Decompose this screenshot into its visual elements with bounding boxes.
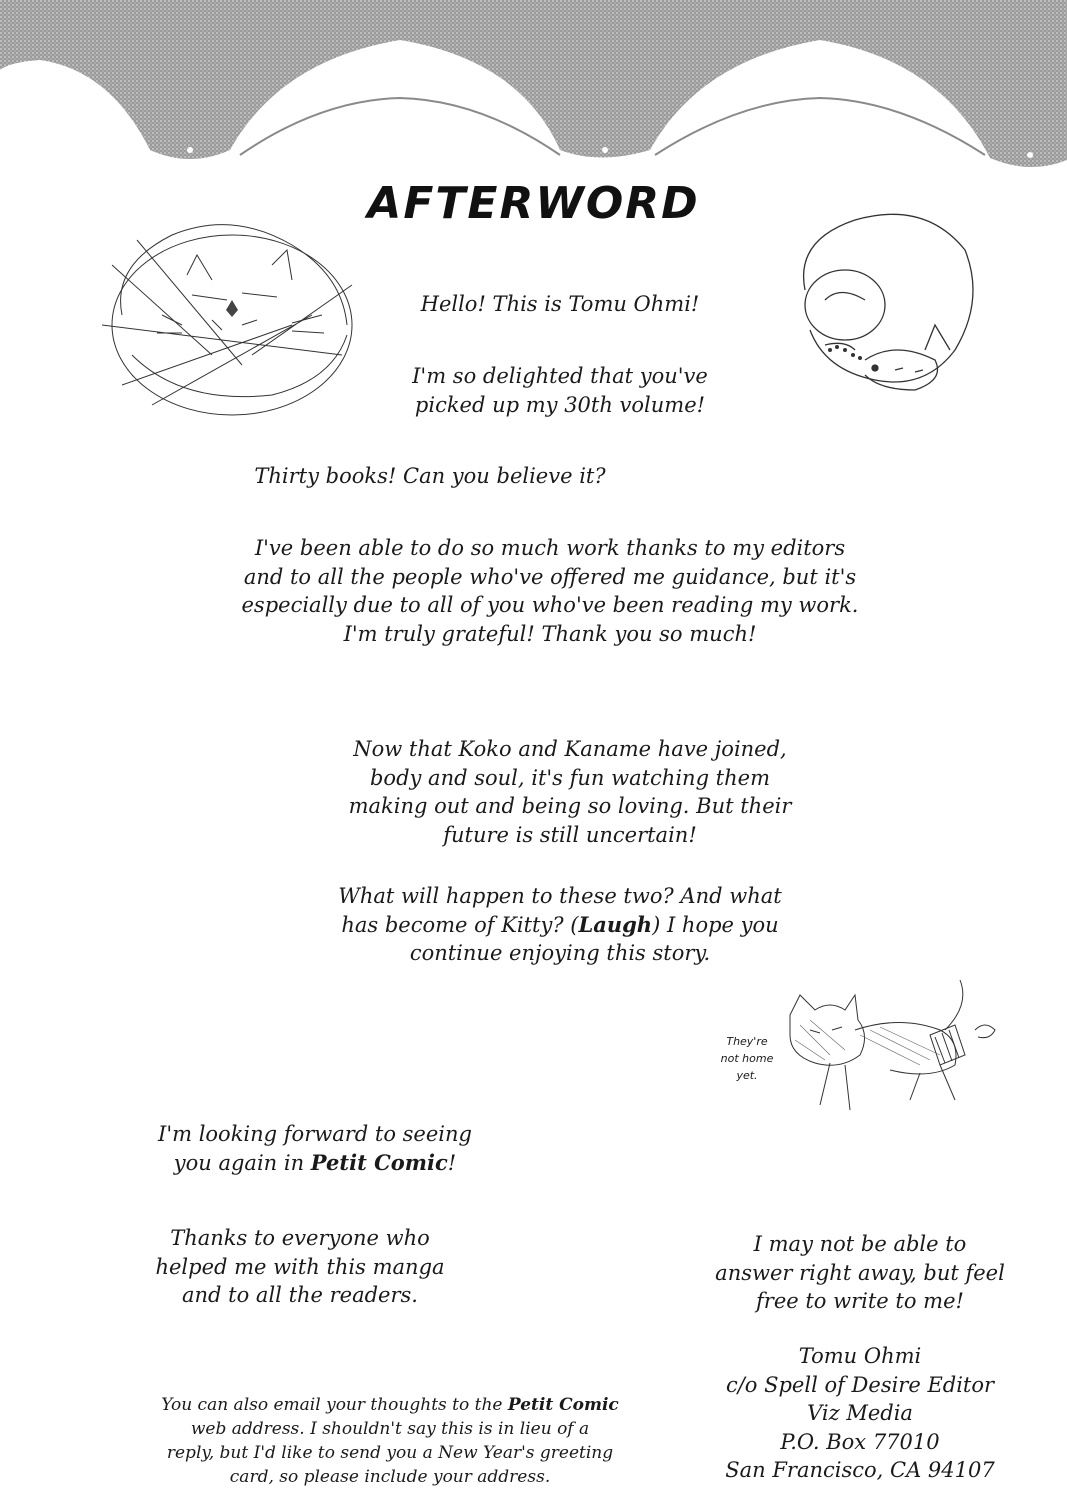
text-line: Thanks to everyone who <box>170 1226 430 1250</box>
delighted-paragraph <box>330 362 790 419</box>
thanks-editors-paragraph <box>180 534 920 648</box>
text-line: helped me with this manga <box>155 1254 445 1279</box>
text-line: Now that Koko and Kaname have joined, <box>353 737 787 761</box>
text-line: has become of Kitty? (Laugh) I hope you <box>341 911 779 937</box>
greeting-text: Hello! This is Tomu Ohmi! <box>420 292 700 316</box>
text-line: and to all the readers. <box>182 1283 418 1307</box>
lace-border-decoration <box>0 0 1067 175</box>
text-line: answer right away, but feel <box>715 1260 1005 1285</box>
magazine-name: Petit Comic <box>507 1395 619 1415</box>
caption-line: yet. <box>736 1069 758 1082</box>
text-line: What will happen to these two? And what <box>338 884 782 908</box>
text-line: web address. I shouldn't say this is in lieu of a <box>190 1419 590 1439</box>
koko-kaname-paragraph <box>300 735 840 849</box>
laugh-emphasis: Laugh <box>578 911 653 937</box>
text-line: and to all the people who've offered me guidance, but it's <box>243 564 857 589</box>
what-will-happen-paragraph <box>290 882 830 968</box>
thanks-everyone-paragraph <box>110 1224 490 1310</box>
caption-line: They're <box>726 1035 768 1048</box>
text-line: future is still uncertain! <box>443 822 697 847</box>
text-line: free to write to me! <box>756 1289 964 1313</box>
text-line: You can also email your thoughts to the Petit Comic <box>161 1395 619 1415</box>
text-line: card, so please include your address. <box>229 1467 551 1487</box>
text-line: I may not be able to <box>753 1232 967 1256</box>
text-line: I've been able to do so much work thanks to my editors <box>254 536 846 560</box>
text-line: picked up my 30th volume! <box>414 392 706 417</box>
text-line: especially due to all of you who've been reading my work. <box>241 593 859 617</box>
address-line: P.O. Box 77010 <box>780 1429 940 1454</box>
angry-kitty-illustration <box>770 975 1000 1120</box>
text-line: making out and being so loving. But their <box>348 794 792 818</box>
text-line: I'm truly grateful! Thank you so much! <box>343 621 757 646</box>
text-line: continue enjoying this story. <box>409 941 711 965</box>
address-line: Tomu Ohmi <box>798 1344 922 1368</box>
address-line: San Francisco, CA 94107 <box>725 1458 995 1482</box>
caption-line: not home <box>720 1052 774 1065</box>
magazine-name: Petit Comic <box>310 1149 448 1175</box>
text-line: body and soul, it's fun watching them <box>369 765 770 790</box>
text-line: I'm looking forward to seeing <box>158 1122 472 1146</box>
page-title: AFTERWORD <box>367 178 700 229</box>
curled-dog-illustration <box>785 200 985 400</box>
write-to-me-paragraph <box>690 1230 1030 1316</box>
address-line: c/o Spell of Desire Editor <box>725 1372 995 1397</box>
text-line: I'm so delighted that you've <box>412 364 708 388</box>
thirty-books-text: Thirty books! Can you believe it? <box>254 464 606 488</box>
text-line: you again in Petit Comic! <box>173 1149 457 1175</box>
text-line: reply, but I'd like to send you a New Year's greeting <box>166 1443 614 1463</box>
address-line: Viz Media <box>807 1401 913 1425</box>
mailing-address <box>700 1342 1020 1485</box>
fluffy-cat-illustration <box>92 205 362 435</box>
looking-forward-paragraph <box>110 1120 520 1177</box>
email-paragraph <box>100 1393 680 1489</box>
